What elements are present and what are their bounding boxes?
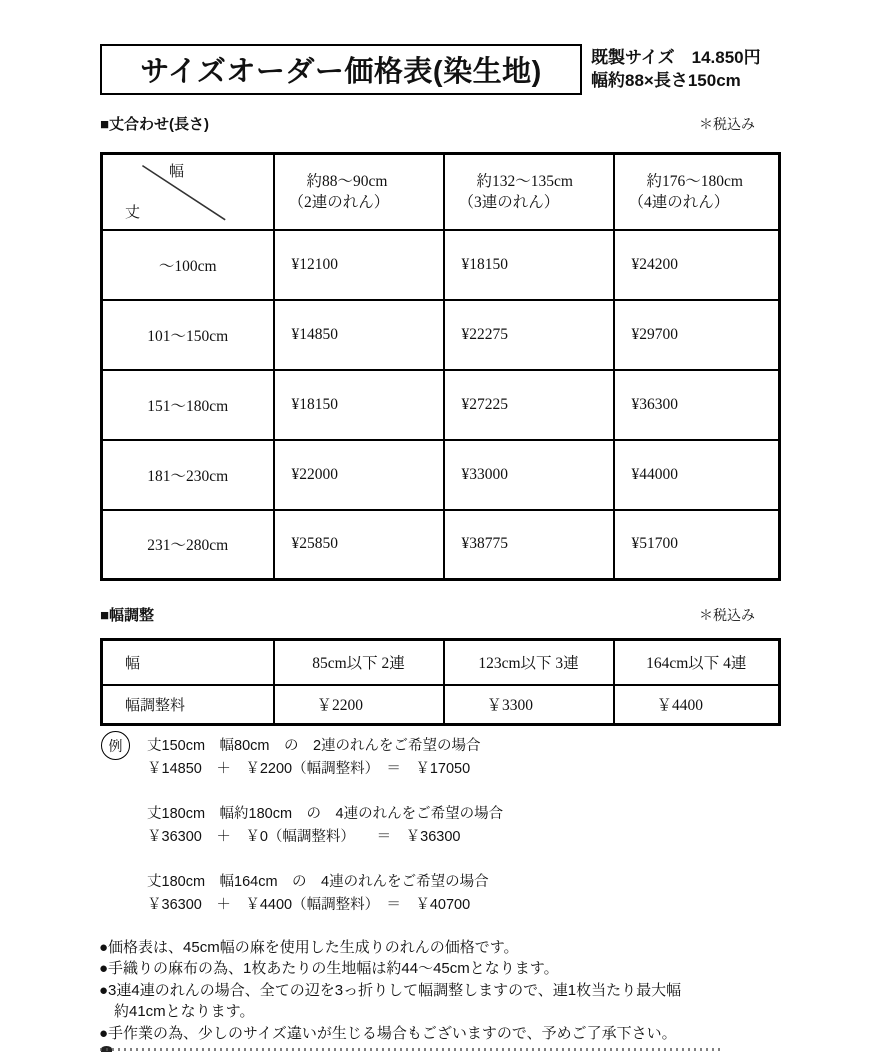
corner-cell xyxy=(102,154,274,230)
column-header-4ren: 約176～180cm （4連のれん） xyxy=(614,154,780,230)
page-title: サイズオーダー価格表(染生地) xyxy=(140,56,542,88)
row-label: 101～150cm xyxy=(102,300,274,370)
ready-made-dimensions-line: 幅約88×長さ150cm xyxy=(591,71,741,90)
example-3-calc: ￥36300 ＋ ￥4400（幅調整料） ＝ ￥40700 xyxy=(147,897,471,913)
price-cell: ¥14850 xyxy=(274,300,444,370)
price-cell: ¥25850 xyxy=(274,510,444,580)
fee-cell: ￥3300 xyxy=(444,685,614,725)
tax-note-width: ＊税込み xyxy=(699,607,755,623)
note-line: 約41cmとなります。 xyxy=(99,1003,255,1021)
table-row xyxy=(102,440,780,510)
example-badge xyxy=(101,731,130,760)
example-badge-label: 例 xyxy=(108,737,123,754)
example-1-calc: ￥14850 ＋ ￥2200（幅調整料） ＝ ￥17050 xyxy=(147,761,471,777)
width-adjust-table xyxy=(100,638,781,726)
width-table-header-row xyxy=(102,640,780,685)
row-label: 151～180cm xyxy=(102,370,274,440)
row-label: 181～230cm xyxy=(102,440,274,510)
example-1 xyxy=(147,735,481,781)
column-header-2ren: 約88～90cm （2連のれん） xyxy=(274,154,444,230)
note-line: ●価格表は、45cm幅の麻を使用した生成りのれんの価格です。 xyxy=(99,939,519,956)
price-cell: ¥18150 xyxy=(444,230,614,300)
note-line: ●手織りの麻布の為、1枚あたりの生地幅は約44～45cmとなります。 xyxy=(99,960,559,978)
example-2-case: 丈180cm 幅約180cm の 4連のれんをご希望の場合 xyxy=(147,806,504,822)
price-cell: ¥27225 xyxy=(444,370,614,440)
row-label: 231～280cm xyxy=(102,510,274,580)
price-cell: ¥29700 xyxy=(614,300,780,370)
length-price-table xyxy=(100,152,781,581)
fee-cell: ￥2200 xyxy=(274,685,444,725)
example-2 xyxy=(147,803,503,849)
price-cell: ¥36300 xyxy=(614,370,780,440)
example-1-case: 丈150cm 幅80cm の 2連のれんをご希望の場合 xyxy=(147,738,481,754)
example-2-calc: ￥36300 ＋ ￥0（幅調整料） ＝ ￥36300 xyxy=(147,829,461,845)
note-line: ●手作業の為、少しのサイズ違いが生じる場合もございますので、予めご了承下さい。 xyxy=(99,1024,677,1042)
width-header-label: 幅 xyxy=(102,640,274,685)
table-row xyxy=(102,510,780,580)
corner-height-label: 丈 xyxy=(125,204,141,221)
length-section-heading: ■丈合わせ(長さ) xyxy=(100,116,210,133)
price-cell: ¥22000 xyxy=(274,440,444,510)
fee-row-label: 幅調整料 xyxy=(102,685,274,725)
table-row xyxy=(102,370,780,440)
price-cell: ¥18150 xyxy=(274,370,444,440)
price-cell: ¥33000 xyxy=(444,440,614,510)
price-cell: ¥22275 xyxy=(444,300,614,370)
price-cell: ¥24200 xyxy=(614,230,780,300)
ready-made-size-info xyxy=(591,46,761,92)
ready-made-price-line: 既製サイズ 14.850円 xyxy=(591,48,761,67)
table-row xyxy=(102,230,780,300)
price-cell: ¥51700 xyxy=(614,510,780,580)
corner-width-label: 幅 xyxy=(169,163,185,180)
width-limit-3ren: 123cm以下 3連 xyxy=(444,640,614,685)
fee-cell: ￥4400 xyxy=(614,685,780,725)
title-box xyxy=(100,44,582,95)
length-table-header-row xyxy=(102,154,780,230)
table-row xyxy=(102,300,780,370)
column-header-3ren: 約132～135cm （3連のれん） xyxy=(444,154,614,230)
example-3-case: 丈180cm 幅164cm の 4連のれんをご希望の場合 xyxy=(147,874,489,890)
clipped-text-line xyxy=(100,1048,722,1051)
price-cell: ¥44000 xyxy=(614,440,780,510)
notes-list xyxy=(99,937,681,1044)
width-limit-4ren: 164cm以下 4連 xyxy=(614,640,780,685)
width-section-heading: ■幅調整 xyxy=(100,607,155,624)
width-fee-row xyxy=(102,685,780,725)
price-cell: ¥38775 xyxy=(444,510,614,580)
example-3 xyxy=(147,871,489,917)
row-label: ～100cm xyxy=(102,230,274,300)
price-cell: ¥12100 xyxy=(274,230,444,300)
tax-note-length: ＊税込み xyxy=(699,116,755,132)
width-limit-2ren: 85cm以下 2連 xyxy=(274,640,444,685)
note-line: ●3連4連のれんの場合、全ての辺を3っ折りして幅調整しますので、連1枚当たり最大幅 xyxy=(99,981,682,999)
